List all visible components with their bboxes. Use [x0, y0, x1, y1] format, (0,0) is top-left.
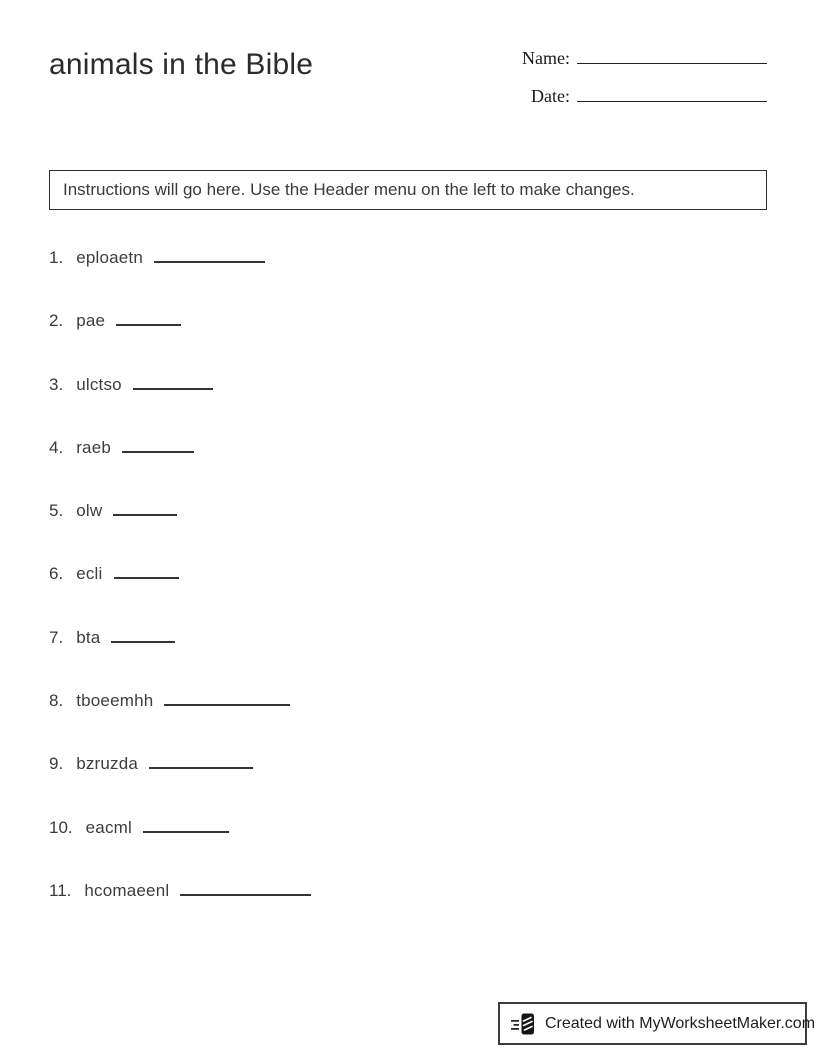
name-date-block: [513, 48, 767, 124]
worksheet-maker-logo-icon: [510, 1010, 538, 1038]
scrambled-word: ecli: [76, 564, 103, 584]
answer-blank-line[interactable]: [113, 504, 177, 516]
item-number: 6.: [49, 564, 64, 584]
list-item: [49, 436, 311, 460]
scrambled-word: ulctso: [76, 374, 122, 394]
answer-blank-line[interactable]: [149, 757, 253, 769]
instructions-box: [49, 170, 767, 210]
answer-blank-line[interactable]: [111, 631, 175, 643]
answer-blank-line[interactable]: [154, 251, 265, 263]
instructions-text: Instructions will go here. Use the Header menu on the left to make changes.: [63, 180, 635, 199]
item-number: 9.: [49, 754, 64, 774]
date-fill-line[interactable]: [577, 90, 767, 102]
item-number: 5.: [49, 501, 64, 521]
item-number: 4.: [49, 437, 64, 457]
answer-blank-line[interactable]: [164, 694, 290, 706]
item-number: 10.: [49, 817, 73, 837]
answer-blank-line[interactable]: [143, 821, 229, 833]
list-item: [49, 752, 311, 776]
item-number: 11.: [49, 880, 72, 900]
list-item: [49, 499, 311, 523]
list-item: [49, 562, 311, 586]
footer-credit-box: [498, 1002, 816, 1045]
name-row: [513, 48, 767, 76]
date-row: [513, 86, 767, 114]
scrambled-word: hcomaeenl: [84, 880, 170, 900]
list-item: [49, 626, 311, 650]
name-label: Name:: [522, 48, 570, 68]
scrambled-word: bta: [76, 627, 101, 647]
scrambled-word: bzruzda: [76, 754, 139, 774]
scramble-word-list: [49, 246, 311, 942]
footer-credit-text: Created with MyWorksheetMaker.com: [545, 1014, 816, 1032]
answer-blank-line[interactable]: [180, 884, 311, 896]
scrambled-word: eacml: [85, 817, 132, 837]
name-fill-line[interactable]: [577, 52, 767, 64]
item-number: 2.: [49, 311, 64, 331]
answer-blank-line[interactable]: [114, 567, 179, 579]
list-item: [49, 879, 311, 903]
list-item: [49, 689, 311, 713]
list-item: [49, 816, 311, 840]
date-label: Date:: [531, 86, 570, 106]
item-number: 3.: [49, 374, 64, 394]
scrambled-word: raeb: [76, 437, 112, 457]
list-item: [49, 246, 311, 270]
list-item: [49, 309, 311, 333]
item-number: 7.: [49, 627, 64, 647]
answer-blank-line[interactable]: [116, 314, 181, 326]
scrambled-word: tboeemhh: [76, 691, 154, 711]
scrambled-word: eploaetn: [76, 248, 144, 267]
scrambled-word: olw: [76, 501, 103, 521]
page-title: animals in the Bible: [49, 48, 314, 81]
scrambled-word: pae: [76, 311, 106, 331]
item-number: 8.: [49, 691, 64, 711]
list-item: [49, 373, 311, 397]
answer-blank-line[interactable]: [133, 378, 213, 390]
item-number: 1.: [49, 248, 64, 267]
answer-blank-line[interactable]: [122, 441, 194, 453]
